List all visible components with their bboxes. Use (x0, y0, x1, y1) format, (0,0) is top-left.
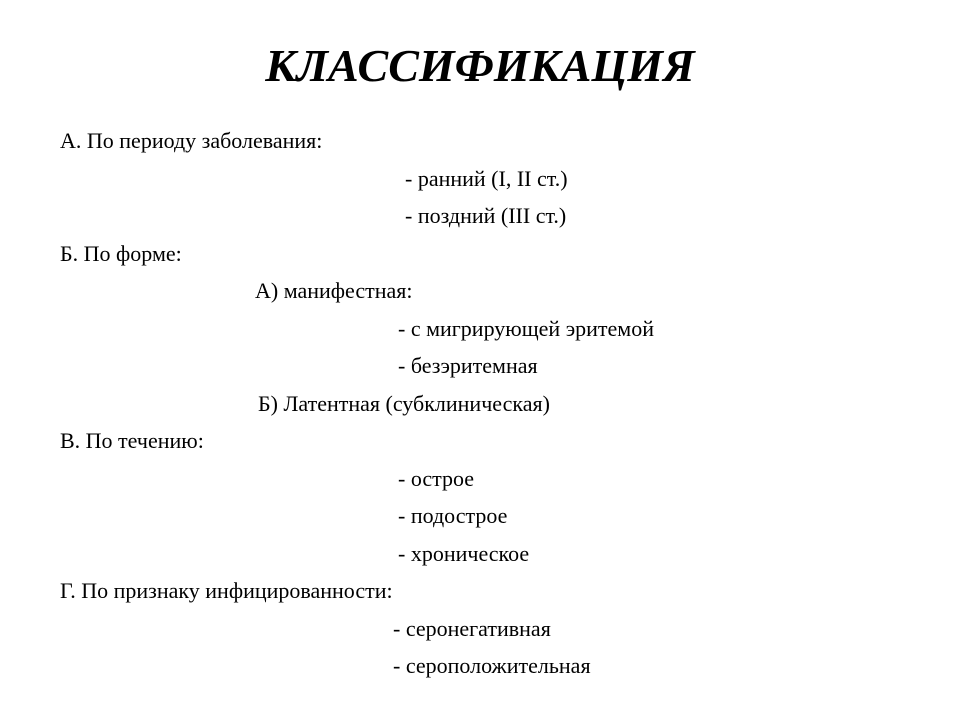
section-g-heading: Г. По признаку инфицированности: (60, 578, 393, 603)
slide-title: КЛАССИФИКАЦИЯ (265, 40, 695, 91)
section-b-manifest-item-1: - с мигрирующей эритемой (398, 316, 654, 341)
section-b-manifest-label: А) манифестная: (255, 278, 413, 303)
section-a-item-2: - поздний (III ст.) (405, 203, 567, 228)
section-b-latent-label: Б) Латентная (субклиническая) (258, 391, 550, 416)
section-g-item-1: - серонегативная (393, 616, 551, 641)
section-b-manifest-item-2: - безэритемная (398, 353, 538, 378)
section-v-item-3: - хроническое (398, 541, 530, 566)
section-a-heading: А. По периоду заболевания: (60, 128, 323, 153)
section-v-item-2: - подострое (398, 503, 508, 528)
section-v-item-1: - острое (398, 466, 475, 491)
section-g-item-2: - сероположительная (393, 653, 591, 678)
section-v-heading: В. По течению: (60, 428, 204, 453)
section-b-heading: Б. По форме: (60, 241, 182, 266)
section-a-item-1: - ранний (I, II ст.) (405, 166, 568, 191)
